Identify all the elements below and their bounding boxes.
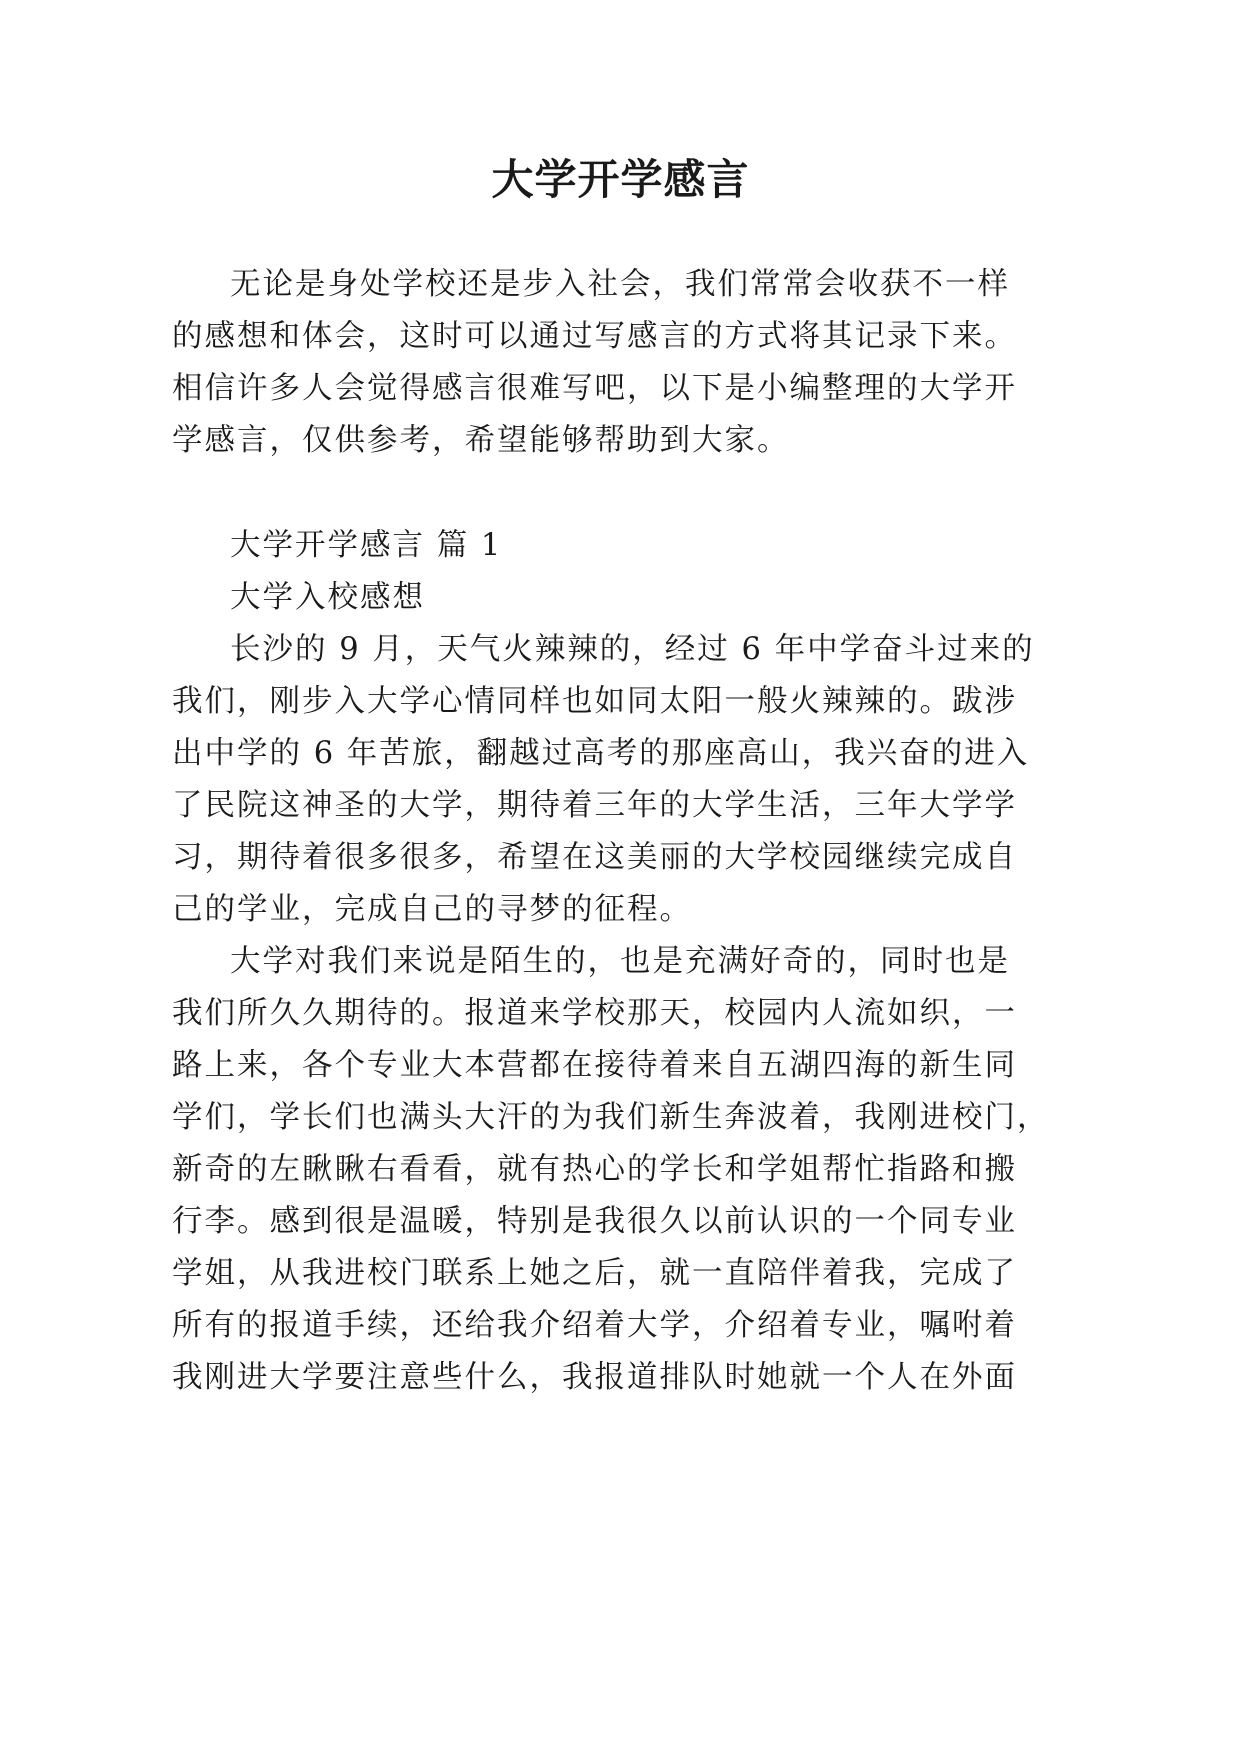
paragraph-line: 己的学业，完成自己的寻梦的征程。 [172,892,692,927]
paragraph-line: 长沙的 9 月，天气火辣辣的，经过 6 年中学奋斗过来的 [230,632,1035,667]
paragraph-line: 习，期待着很多很多，希望在这美丽的大学校园继续完成自 [172,840,1017,875]
intro-line: 学感言，仅供参考，希望能够帮助到大家。 [172,423,790,458]
paragraph-line: 学姐，从我进校门联系上她之后，就一直陪伴着我，完成了 [172,1256,1017,1291]
document-title: 大学开学感言 [491,155,750,204]
section-subtitle: 大学入校感想 [230,580,425,615]
paragraph-line: 我刚进大学要注意些什么，我报道排队时她就一个人在外面 [172,1360,1017,1395]
paragraph-line: 学们，学长们也满头大汗的为我们新生奔波着，我刚进校门， [172,1100,1050,1135]
intro-line: 的感想和体会，这时可以通过写感言的方式将其记录下来。 [172,319,1017,354]
paragraph-line: 我们，刚步入大学心情同样也如同太阳一般火辣辣的。跋涉 [172,684,1017,719]
section-heading: 大学开学感言 篇 1 [230,528,503,563]
paragraph-line: 所有的报道手续，还给我介绍着大学，介绍着专业，嘱咐着 [172,1308,1017,1343]
paragraph-line: 了民院这神圣的大学，期待着三年的大学生活，三年大学学 [172,788,1017,823]
paragraph-line: 路上来，各个专业大本营都在接待着来自五湖四海的新生同 [172,1048,1017,1083]
intro-line: 相信许多人会觉得感言很难写吧，以下是小编整理的大学开 [172,371,1017,406]
paragraph-line: 出中学的 6 年苦旅，翻越过高考的那座高山，我兴奋的进入 [172,736,1030,771]
intro-line: 无论是身处学校还是步入社会，我们常常会收获不一样 [230,267,1010,302]
paragraph-line: 新奇的左瞅瞅右看看，就有热心的学长和学姐帮忙指路和搬 [172,1152,1017,1187]
paragraph-line: 大学对我们来说是陌生的，也是充满好奇的，同时也是 [230,944,1010,979]
paragraph-line: 行李。感到很是温暖，特别是我很久以前认识的一个同专业 [172,1204,1017,1239]
paragraph-line: 我们所久久期待的。报道来学校那天，校园内人流如织，一 [172,996,1017,1031]
